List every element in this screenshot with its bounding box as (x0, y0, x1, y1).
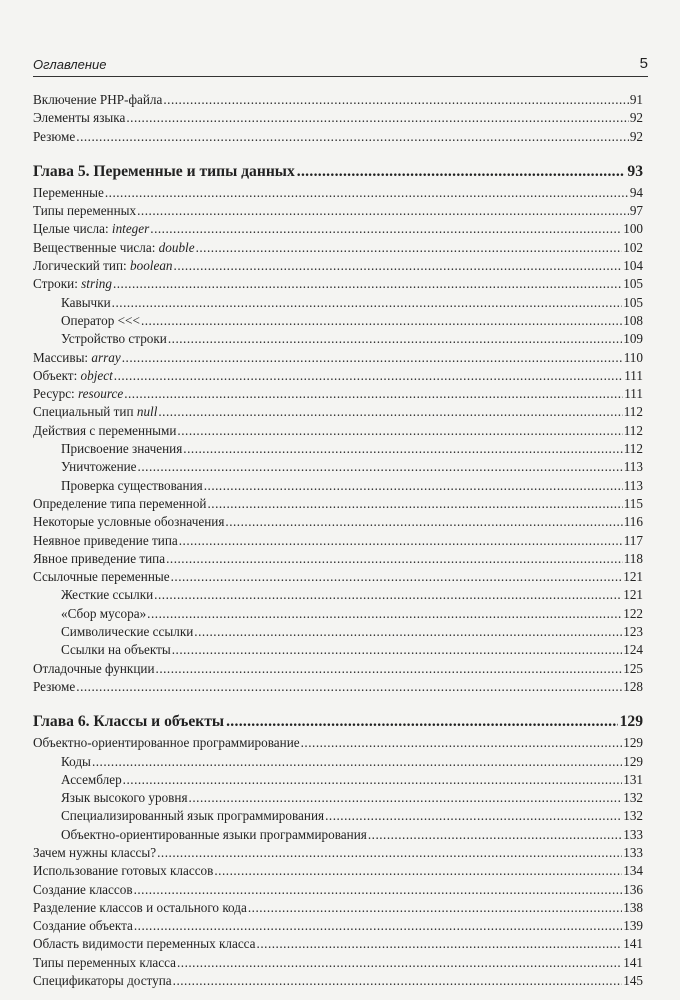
toc-entry-title (33, 257, 173, 275)
dot-leader (171, 568, 623, 586)
toc-page-number: 92 (629, 128, 643, 144)
dot-leader (257, 935, 623, 953)
toc-page-number: 105 (623, 294, 643, 310)
toc-entry-title-text: Проверка существования (61, 477, 203, 493)
toc-page-number: 132 (623, 808, 643, 824)
toc-entry-title-text: Логический тип: (33, 258, 131, 274)
dot-leader (92, 753, 622, 771)
toc-chapter-heading[interactable] (33, 162, 643, 182)
toc-entry-title (33, 862, 213, 880)
toc-entry-title-text: Спецификаторы доступа (33, 973, 172, 989)
dot-leader (301, 734, 623, 752)
toc-page-number: 102 (623, 239, 643, 255)
toc-entry[interactable] (33, 367, 643, 385)
header-page-number: 5 (639, 55, 648, 72)
toc-entry-title (33, 532, 178, 550)
toc-entry-title-text: Отладочные функции (33, 660, 155, 676)
toc-entry-title-text: Разделение классов и остального кода (33, 899, 247, 915)
toc-page-number: 129 (619, 713, 643, 731)
dot-leader (134, 881, 623, 899)
toc-entry-title-text: Резюме (33, 128, 76, 144)
toc-entry[interactable] (33, 220, 643, 238)
toc-entry-title-italic: boolean (130, 258, 173, 274)
dot-leader (126, 109, 628, 127)
toc-entry-title-text: Переменные (33, 184, 104, 200)
toc-entry-title-text: Включение PHP-файла (33, 92, 163, 107)
toc-entry[interactable] (33, 844, 643, 862)
toc-entry[interactable] (33, 899, 643, 917)
toc-page-number: 112 (623, 404, 643, 420)
toc-entry-title-text: Элементы языка (33, 110, 126, 126)
toc-entry-title-text: Резюме (33, 678, 76, 694)
toc-entry[interactable] (33, 660, 643, 678)
toc-entry-title-text: Глава 5. Переменные и типы данных (33, 162, 295, 180)
toc-entry-title (61, 477, 203, 495)
toc-entry-title (61, 623, 193, 641)
dot-leader (138, 458, 623, 476)
toc-entry-title-text: Явное приведение типа (33, 550, 166, 566)
dot-leader (196, 239, 623, 257)
toc-entry-title (33, 128, 75, 146)
toc-entry[interactable] (33, 954, 643, 972)
toc-entry-title-text: Действия с переменными (33, 422, 177, 438)
toc-entry[interactable] (33, 349, 643, 367)
toc-entry-title-text: Ссылки на объекты (61, 642, 171, 658)
toc-entry[interactable] (33, 532, 643, 550)
toc-entry-title (61, 458, 137, 476)
toc-entry-title (33, 349, 121, 367)
dot-leader (225, 513, 622, 531)
toc-entry-title-text: Типы переменных (33, 203, 137, 219)
toc-page-number: 112 (623, 441, 643, 457)
toc-page-number: 129 (623, 735, 643, 751)
dot-leader (150, 220, 622, 238)
toc-subentry[interactable] (33, 294, 643, 312)
toc-entry[interactable] (33, 109, 643, 127)
toc-entry-title (33, 678, 75, 696)
dot-leader (368, 826, 622, 844)
toc-subentry[interactable] (33, 477, 643, 495)
toc-subentry[interactable] (33, 807, 643, 825)
toc-entry-title (33, 972, 172, 990)
toc-entry-title (33, 660, 155, 678)
toc-entry-title (33, 422, 176, 440)
dot-leader (123, 771, 623, 789)
toc-entry-title (33, 202, 136, 220)
toc-entry-title-text: Область видимости переменных класса (33, 936, 256, 952)
toc-entry-title (33, 550, 165, 568)
toc-entry-title-text: Создание объекта (33, 918, 133, 934)
toc-entry[interactable] (33, 734, 643, 752)
toc-page-number: 133 (623, 826, 643, 842)
toc-page-number: 124 (623, 642, 643, 658)
toc-subentry[interactable] (33, 753, 643, 771)
dot-leader (172, 641, 622, 659)
dot-leader (248, 899, 622, 917)
toc-entry-title (33, 495, 206, 513)
toc-entry-title (61, 605, 146, 623)
dot-leader (177, 954, 622, 972)
toc-page-number: 109 (623, 331, 643, 347)
toc-entry-title-text: Объектно-ориентированное программирование (33, 735, 300, 751)
dot-leader (226, 712, 618, 732)
dot-leader (207, 495, 622, 513)
dot-leader (174, 257, 623, 275)
toc-entry-title-text: Объектно-ориентированные языки программирования (61, 826, 367, 842)
toc-entry-title-text: Некоторые условные обозначения (33, 514, 225, 530)
toc-entry-title (61, 753, 91, 771)
toc-page-number: 94 (629, 184, 643, 200)
dot-leader (194, 623, 622, 641)
toc-page-number: 121 (623, 569, 643, 585)
dot-leader (105, 184, 629, 202)
dot-leader (134, 917, 622, 935)
dot-leader (147, 605, 622, 623)
toc-page-number: 122 (623, 605, 643, 621)
toc-entry-title-italic: integer (111, 221, 150, 237)
toc-entry-title (33, 568, 170, 586)
toc-page-number: 133 (623, 844, 643, 860)
toc-page-number: 108 (623, 312, 643, 328)
dot-leader (325, 807, 622, 825)
toc-entry-title-text: Целые числа: (33, 221, 112, 237)
dot-leader (214, 862, 622, 880)
toc-entry-title-text: Жесткие ссылки (61, 587, 154, 603)
toc-page-number: 97 (629, 203, 643, 219)
table-of-contents (33, 91, 643, 990)
toc-page-number: 100 (623, 221, 643, 237)
toc-entry-title (61, 807, 324, 825)
toc-entry-title-text: Массивы: (33, 349, 92, 365)
toc-entry-title (33, 91, 162, 109)
toc-subentry[interactable] (33, 440, 643, 458)
toc-page-number: 93 (627, 162, 643, 180)
toc-entry-title (33, 109, 125, 127)
toc-entry-title-text: Строки: (33, 276, 82, 292)
toc-entry[interactable] (33, 862, 643, 880)
toc-entry-title (33, 220, 149, 238)
toc-entry-title-text: Язык высокого уровня (61, 790, 188, 806)
toc-entry[interactable] (33, 935, 643, 953)
toc-page-number: 128 (623, 678, 643, 694)
toc-page-number: 115 (623, 495, 643, 511)
toc-page-number: 111 (624, 367, 643, 383)
toc-entry[interactable] (33, 972, 643, 990)
toc-page-number: 121 (623, 587, 643, 603)
toc-entry-title (33, 954, 176, 972)
toc-page-number: 92 (629, 110, 643, 126)
toc-entry-title-text: Глава 6. Классы и объекты (33, 713, 225, 731)
dot-leader (141, 312, 622, 330)
dot-leader (156, 660, 623, 678)
toc-page-number: 134 (623, 863, 643, 879)
toc-page-number: 118 (623, 550, 643, 566)
toc-page-number: 131 (623, 771, 643, 787)
toc-entry-title (33, 184, 104, 202)
dot-leader (137, 202, 629, 220)
toc-subentry[interactable] (33, 458, 643, 476)
toc-entry-title-italic: object (80, 367, 113, 383)
toc-chapter-heading[interactable] (33, 712, 643, 732)
toc-entry-title (61, 826, 367, 844)
toc-entry-title-text: Объект: (33, 367, 81, 383)
toc-entry[interactable] (33, 239, 643, 257)
toc-page-number: 125 (623, 660, 643, 676)
toc-page-number: 105 (623, 276, 643, 292)
dot-leader (179, 532, 623, 550)
toc-entry-title-text: Коды (61, 753, 91, 769)
toc-entry-title (61, 641, 171, 659)
toc-page-number: 141 (623, 936, 643, 952)
toc-entry-title-text: Ресурс: (33, 386, 79, 402)
toc-entry-title (33, 935, 256, 953)
toc-page-number: 138 (623, 899, 643, 915)
toc-entry-title-text: Определение типа переменной (33, 495, 207, 511)
toc-page-number: 145 (623, 973, 643, 989)
toc-entry[interactable] (33, 513, 643, 531)
toc-entry-title-text: Создание классов (33, 881, 133, 897)
toc-entry-title (33, 917, 133, 935)
dot-leader (113, 275, 622, 293)
dot-leader (157, 844, 622, 862)
toc-entry-title (33, 239, 195, 257)
toc-entry-title-text: Символические ссылки (61, 624, 194, 640)
toc-entry[interactable] (33, 257, 643, 275)
toc-page-number: 141 (623, 954, 643, 970)
toc-subentry[interactable] (33, 641, 643, 659)
dot-leader (154, 586, 622, 604)
toc-entry[interactable] (33, 422, 643, 440)
toc-subentry[interactable] (33, 771, 643, 789)
dot-leader (166, 550, 623, 568)
toc-entry[interactable] (33, 91, 643, 109)
toc-entry-title (33, 712, 224, 732)
toc-entry-title (33, 403, 157, 421)
toc-subentry[interactable] (33, 789, 643, 807)
toc-page-number: 132 (623, 790, 643, 806)
toc-entry-title-text: Зачем нужны классы? (33, 844, 157, 860)
toc-entry-title (33, 844, 156, 862)
toc-entry-title-text: Кавычки (61, 294, 111, 310)
dot-leader (189, 789, 623, 807)
header-section-title: Оглавление (33, 57, 107, 72)
toc-entry-title-italic: string (81, 276, 112, 292)
toc-entry-title (33, 881, 133, 899)
toc-entry-title (61, 312, 140, 330)
toc-entry[interactable] (33, 917, 643, 935)
toc-entry-title-italic: null (136, 404, 158, 420)
toc-entry-title (33, 513, 224, 531)
toc-entry-title-text: Использование готовых классов (33, 863, 214, 879)
toc-entry-title-text: Типы переменных класса (33, 954, 176, 970)
dot-leader (122, 349, 623, 367)
toc-subentry[interactable] (33, 826, 643, 844)
toc-entry-title (61, 330, 167, 348)
toc-page-number: 123 (623, 624, 643, 640)
toc-page-number: 136 (623, 881, 643, 897)
toc-page-number: 117 (623, 532, 643, 548)
toc-entry[interactable] (33, 184, 643, 202)
dot-leader (124, 385, 623, 403)
toc-entry-title (61, 789, 188, 807)
toc-entry-title-text: Неявное приведение типа (33, 532, 178, 548)
toc-entry[interactable] (33, 275, 643, 293)
toc-page-number: 129 (623, 753, 643, 769)
toc-entry-title (33, 367, 113, 385)
running-header (33, 56, 648, 77)
toc-subentry[interactable] (33, 623, 643, 641)
toc-page-number: 104 (623, 258, 643, 274)
dot-leader (163, 91, 628, 109)
toc-entry-title (33, 734, 300, 752)
toc-entry-title-text: Устройство строки (61, 331, 167, 347)
toc-entry-title (33, 385, 123, 403)
toc-entry[interactable] (33, 495, 643, 513)
toc-entry-title-italic: double (158, 239, 195, 255)
toc-entry-title-text: Вещественные числа: (33, 239, 159, 255)
toc-entry-title (61, 440, 182, 458)
toc-page-number: 113 (623, 477, 643, 493)
toc-entry-title-text: Ссылочные переменные (33, 569, 170, 585)
dot-leader (173, 972, 623, 990)
dot-leader (76, 678, 622, 696)
dot-leader (183, 440, 622, 458)
dot-leader (76, 128, 629, 146)
toc-entry-title-text: «Сбор мусора» (61, 605, 147, 621)
toc-entry-title-text: Ассемблер (61, 771, 122, 787)
toc-entry-title (33, 162, 295, 182)
toc-entry[interactable] (33, 881, 643, 899)
toc-subentry[interactable] (33, 330, 643, 348)
toc-entry-title (33, 899, 247, 917)
dot-leader (114, 367, 623, 385)
toc-page-number: 139 (623, 918, 643, 934)
toc-entry-title (33, 275, 112, 293)
toc-entry-title-text: Уничтожение (61, 459, 137, 475)
toc-entry-title-text: Специальный тип (33, 404, 137, 420)
toc-entry[interactable] (33, 128, 643, 146)
toc-subentry[interactable] (33, 312, 643, 330)
toc-entry[interactable] (33, 385, 643, 403)
dot-leader (204, 477, 623, 495)
toc-entry-title-italic: resource (78, 386, 124, 402)
toc-page-number: 112 (623, 422, 643, 438)
dot-leader (168, 330, 622, 348)
toc-page-number: 110 (623, 349, 643, 365)
toc-page-number: 113 (623, 459, 643, 475)
toc-entry[interactable] (33, 202, 643, 220)
toc-entry[interactable] (33, 678, 643, 696)
toc-page-number: 111 (624, 386, 643, 402)
toc-entry[interactable] (33, 403, 643, 421)
toc-entry[interactable] (33, 568, 643, 586)
toc-page-number: 91 (629, 92, 643, 107)
toc-entry-title (61, 586, 153, 604)
dot-leader (112, 294, 623, 312)
dot-leader (177, 422, 622, 440)
toc-entry[interactable] (33, 550, 643, 568)
toc-subentry[interactable] (33, 586, 643, 604)
toc-subentry[interactable] (33, 605, 643, 623)
toc-page-number: 116 (623, 514, 643, 530)
toc-entry-title-text: Специализированный язык программирования (61, 808, 325, 824)
toc-entry-title (61, 294, 111, 312)
toc-entry-title-text: Присвоение значения (61, 441, 183, 457)
toc-entry-title-italic: array (91, 349, 121, 365)
toc-entry-title-text: Оператор <<< (61, 312, 140, 328)
toc-entry-title (61, 771, 122, 789)
dot-leader (297, 162, 626, 182)
dot-leader (158, 403, 622, 421)
